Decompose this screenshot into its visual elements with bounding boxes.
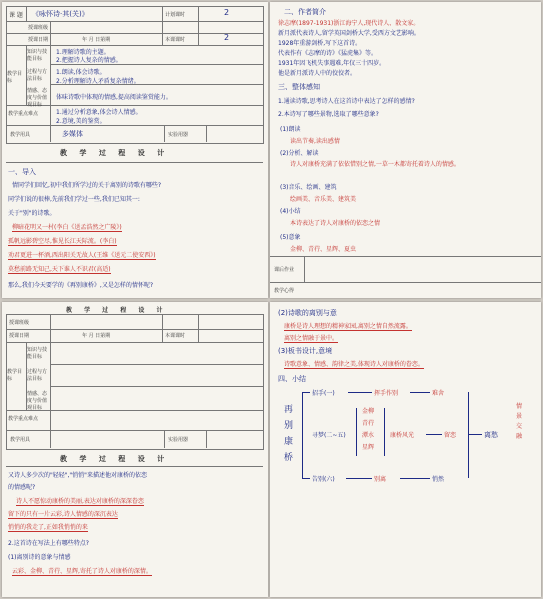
board-image-2: 青荇 (362, 420, 375, 427)
author-line-3: 1928年重游剑桥,写下这首诗。 (278, 40, 362, 47)
author-line-6: 他是新月派诗人中的佼佼者。 (278, 70, 357, 77)
board-image-1: 金柳 (362, 408, 375, 415)
class-label: 授课班级 (28, 25, 49, 31)
class-label-blank: 授课班级 (9, 320, 30, 326)
p3-line-7: (1)离别诗的意象与情感 (8, 554, 71, 561)
sub-summary: (4)小结 (280, 208, 301, 215)
author-line-1: 徐志摩(1897-1931)浙江海宁人,现代诗人、散文家。 (278, 20, 420, 27)
page3-doc-title: 教 学 过 程 设 计 (66, 307, 168, 314)
date-fields: 年 月 日第期 (82, 37, 111, 43)
goal-type-process: 过程与方法目标 (27, 69, 48, 82)
board-row-wave-scene: 挥手作别 (374, 390, 399, 397)
goal-line-5: 体味诗歌中体现的情感,提高阅读鉴赏能力。 (56, 94, 172, 101)
board-title-char-2: 别 (284, 421, 294, 431)
date-fields-blank: 年 月 日第期 (82, 333, 111, 339)
this-lesson-label-blank: 本课课时 (165, 333, 186, 339)
p4-heading-1: (2)诗歌的离别与意 (278, 309, 337, 317)
this-lesson-value: 2 (224, 33, 230, 42)
key-points-label: 教学重点难点 (8, 111, 39, 117)
sub-analysis-note: 诗人对康桥充满了依依惜别之情,一草一木都寄托着诗人的情感。 (290, 161, 460, 168)
key-point-2: 2.意境,美的鉴赏。 (56, 118, 106, 125)
board-image-3: 潭水 (362, 432, 375, 439)
lesson-plan-page-1 (2, 2, 268, 298)
board-title-char-1: 再 (284, 405, 294, 415)
p4-line-2: 离别之情融于景中。 (284, 335, 339, 342)
date-label-blank: 授课日期 (9, 333, 30, 339)
key-point-1: 1.通过分析意象,体会诗人情感。 (56, 109, 142, 116)
board-conclusion: 离愁 (484, 431, 498, 439)
goal-type-process-blank: 过程与方法目标 (27, 369, 48, 382)
board-side-note: 情景交融 (516, 403, 523, 440)
goal-line-3: 1.朗读,体会诗歌。 (56, 69, 106, 76)
course-value: 《咏怀诗·其(关)》 (32, 10, 89, 18)
author-heading: 二、作者简介 (284, 8, 326, 16)
author-line-2: 新月派代表诗人,留学英国剑桥大学,受西方文艺影响。 (278, 30, 420, 37)
board-row-dream-scene: 康桥风光 (390, 432, 415, 439)
key-points-label-blank: 教学重点难点 (8, 416, 39, 422)
lesson-plan-page-4 (270, 302, 541, 597)
method-label: 实验用器 (168, 132, 189, 138)
p4-line-3: 诗歌意象、情感、韵律之美,体现诗人对康桥的眷恋。 (284, 361, 424, 368)
board-row-dream-feeling: 留恋 (444, 432, 457, 439)
board-title-char-4: 桥 (284, 453, 294, 463)
p4-heading-2: (3)板书设计,意境 (278, 347, 333, 355)
perception-question-2: 2.本诗写了哪些景物,选取了哪些意象? (278, 111, 379, 118)
course-label: 课 题 (9, 12, 23, 19)
author-line-4: 代表作有《志摩的诗》《猛虎集》等。 (278, 50, 378, 57)
poem-example-1: 柳暗花明又一村(李白《送孟浩然之广陵》) (12, 224, 122, 231)
sub-imagery-note: 金柳、青荇、星辉、夏虫 (290, 246, 357, 253)
tools-label: 教学用具 (10, 132, 31, 138)
poem-example-4: 莫愁前路无知己,天下谁人不识君(高适) (8, 266, 111, 273)
p4-heading-3: 四、小结 (278, 375, 306, 383)
goal-type-emotion: 情感、态度与价值观目标 (27, 88, 48, 108)
p3-line-1: 又诗人多少次的"轻轻","悄悄"来描述他对康桥的依恋 (8, 472, 147, 479)
plan-hours-value: 2 (224, 8, 230, 17)
board-image-4: 星辉 (362, 444, 375, 451)
p3-line-8: 云彩、金柳、青荇、星辉,寄托了诗人对康桥的深情。 (12, 568, 152, 575)
tools-value: 多媒体 (62, 130, 83, 138)
p3-line-2: 的情感呢? (8, 484, 36, 491)
goal-type-knowledge-blank: 知识与技能目标 (27, 347, 48, 360)
page3-process-title: 教 学 过 程 设 计 (60, 454, 170, 463)
poem-example-2: 孤帆远影碧空尽,惟见长江天际流。(李白) (8, 238, 117, 245)
sub-summary-note: 本诗表达了诗人对康桥的依恋之情 (290, 220, 381, 227)
board-row-wave-feeling: 难舍 (432, 390, 445, 397)
homework-label: 课后作业 (274, 267, 295, 273)
perception-heading: 三、整体感知 (278, 83, 320, 91)
board-row-wave: 招手(一) (312, 390, 335, 397)
sub-arts-note: 绘画美、音乐美、建筑美 (290, 196, 357, 203)
board-row-farewell: 告别(六) (312, 476, 335, 483)
p3-line-4: 留下的只有一片云彩,诗人情感的深沉表达 (8, 511, 118, 518)
goals-label: 教学目标 (7, 71, 23, 84)
goal-type-knowledge: 知识与技能目标 (27, 49, 48, 62)
board-row-farewell-feeling: 悄然 (432, 476, 445, 483)
sub-arts: (3)音乐、绘画、建筑 (280, 184, 337, 191)
goal-line-1: 1.理解诗歌的主题。 (56, 49, 110, 56)
author-line-5: 1931年因飞机失事遇难,年仅三十四岁。 (278, 60, 386, 67)
sub-read-note: 读出节奏,读出感情 (290, 138, 340, 145)
board-title-char-3: 康 (284, 437, 294, 447)
board-row-farewell-scene: 别离 (374, 476, 387, 483)
method-label-blank: 实验用器 (168, 437, 189, 443)
intro-conclusion: 那么,我们今天要学的《再别康桥》,又是怎样的情怀呢? (8, 282, 154, 289)
board-row-dream: 寻梦(二~五) (312, 432, 346, 439)
poem-example-3: 劝君更进一杯酒,西出阳关无故人(王维《送元二使安西》) (8, 252, 156, 259)
date-label: 授课日期 (28, 37, 49, 43)
sub-read: (1)朗读 (280, 126, 301, 133)
goal-type-emotion-blank: 情感、态度与价值观目标 (27, 391, 48, 411)
intro-line-1: 情同学们回忆,初中我们所学过的关于离别的诗歌有哪些? (12, 182, 162, 189)
intro-line-2: 同学们说的很棒,先前我们学过一些,我们已知其一: (8, 196, 140, 203)
intro-line-3: 关于"别"的诗歌。 (8, 210, 56, 217)
p3-line-6: 2.这首诗在写法上有哪些特点? (8, 540, 89, 547)
this-lesson-label: 本课课时 (165, 37, 186, 43)
perception-question-1: 1.通读诗歌,思考诗人在这首诗中表达了怎样的感情? (278, 98, 415, 105)
p3-line-3: 诗人不愿惊动康桥的美丽,表达对康桥的深深眷恋 (16, 498, 144, 505)
process-title: 教 学 过 程 设 计 (60, 148, 170, 157)
p4-line-1: 康桥是诗人理想的精神家园,离别之情自然流露。 (284, 323, 412, 330)
goals-label-blank: 教学目标 (7, 369, 23, 382)
teacher-notes-label: 教学心得 (274, 288, 295, 294)
sub-imagery: (5)意象 (280, 234, 301, 241)
tools-label-blank: 教学用具 (10, 437, 31, 443)
goal-line-4: 2.分析理解诗人矛盾复杂情绪。 (56, 78, 140, 85)
goal-line-2: 2.把握诗人复杂的情感。 (56, 57, 122, 64)
p3-line-5: 悄悄的我走了,正如我悄悄的来 (8, 524, 88, 531)
intro-heading: 一、导入 (8, 168, 36, 176)
lesson-plan-page-2 (270, 2, 541, 298)
plan-hours-label: 计划课时 (165, 12, 186, 18)
sub-analysis: (2)分析、解读 (280, 150, 319, 157)
lesson-plan-page-3 (2, 302, 268, 597)
